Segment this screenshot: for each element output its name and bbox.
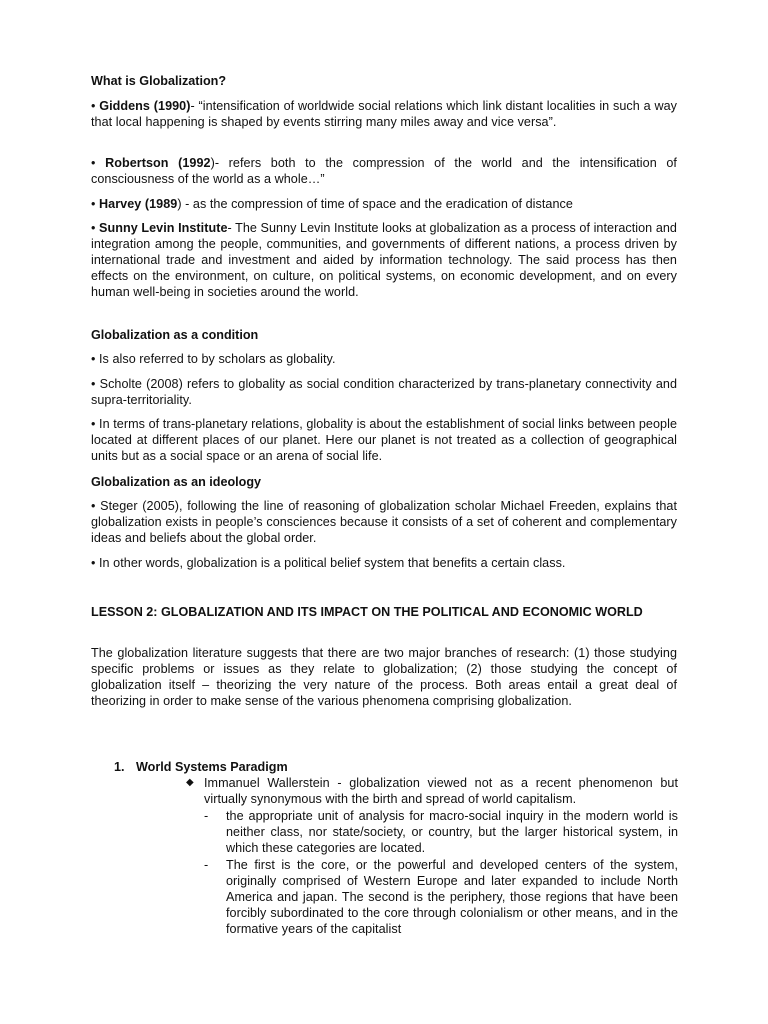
author-name: Harvey (1989	[99, 197, 178, 211]
author-name: Giddens (1990)	[99, 99, 191, 113]
definition-sunny-levin: • Sunny Levin Institute- The Sunny Levin Institute looks at globalization as a process of interaction and integration among the people, communities, and governments of different nations, a process driven by international trade and investment and aided by information technology. The said process has then effects on the environment, on culture, on political systems, on economic development, and on every human well-being in societies around the world.	[91, 221, 677, 299]
diamond-bullet-icon: ◆	[186, 777, 194, 788]
heading-globalization-condition: Globalization as a condition	[91, 328, 259, 342]
definition-giddens: • Giddens (1990)- “intensification of worldwide social relations which link distant localities in such a way that local happening is shaped by events stirring many miles away and vice versa”.	[91, 99, 677, 129]
lesson-2-heading: LESSON 2: GLOBALIZATION AND ITS IMPACT ON THE POLITICAL AND ECONOMIC WORLD	[91, 605, 643, 619]
condition-item-3: • In terms of trans-planetary relations, globality is about the establishment of social links between people located at different places of our planet. Here our planet is not treated as a collection of geographical units but as a social space or an arena of social life.	[91, 417, 677, 463]
dash-bullet: -	[204, 809, 209, 823]
condition-item-2: • Scholte (2008) refers to globality as social condition characterized by trans-planetary connectivity and supra-territoriality.	[91, 377, 677, 407]
definition-harvey: • Harvey (1989) - as the compression of time of space and the eradication of distance	[91, 197, 573, 211]
dash-bullet: -	[204, 858, 209, 872]
list-number: 1.	[114, 760, 125, 774]
author-name: Sunny Levin Institute	[99, 221, 228, 235]
ideology-item-2: • In other words, globalization is a political belief system that benefits a certain class.	[91, 556, 566, 570]
dash-item-core-periphery: - The first is the core, or the powerful and developed centers of the system, originally comprised of Western Europe and later expanded to include North America and japan. The second is the periphery, those regions that have been forcibly subordinated to the core through colonialism or other means, and in the formative years of the capitalist	[204, 858, 678, 936]
bullet-wallerstein: ◆ Immanuel Wallerstein - globalization viewed not as a recent phenomenon but virtually synonymous with the birth and spread of world capitalism.	[186, 776, 678, 806]
heading-globalization-ideology: Globalization as an ideology	[91, 475, 262, 489]
lesson-2-intro: The globalization literature suggests that there are two major branches of research: (1) those studying specific problems or issues as they relate to globalization; (2) those studying the concept of globalization itself – theorizing the very nature of the process. Both areas entail a great deal of theorizing in order to make sense of the various phenomena comprising globalization.	[91, 646, 677, 708]
author-name: Robertson (1992	[105, 156, 211, 170]
definition-robertson: • Robertson (1992)- refers both to the compression of the world and the intensification of consciousness of the world as a whole…”	[91, 156, 677, 186]
heading-what-is-globalization: What is Globalization?	[91, 74, 227, 88]
condition-item-1: • Is also referred to by scholars as globality.	[91, 352, 336, 366]
dash-item-unit-of-analysis: - the appropriate unit of analysis for macro-social inquiry in the modern world is neither class, nor state/society, or country, but the larger historical system, in which these categories are located.	[204, 809, 678, 855]
subheading-world-systems: 1. World Systems Paradigm	[114, 760, 288, 774]
ideology-item-1: • Steger (2005), following the line of reasoning of globalization scholar Michael Freeden, explains that globalization exists in people’s consciences because it consists of a set of coherent and complementary ideas and beliefs about the global order.	[91, 499, 677, 545]
